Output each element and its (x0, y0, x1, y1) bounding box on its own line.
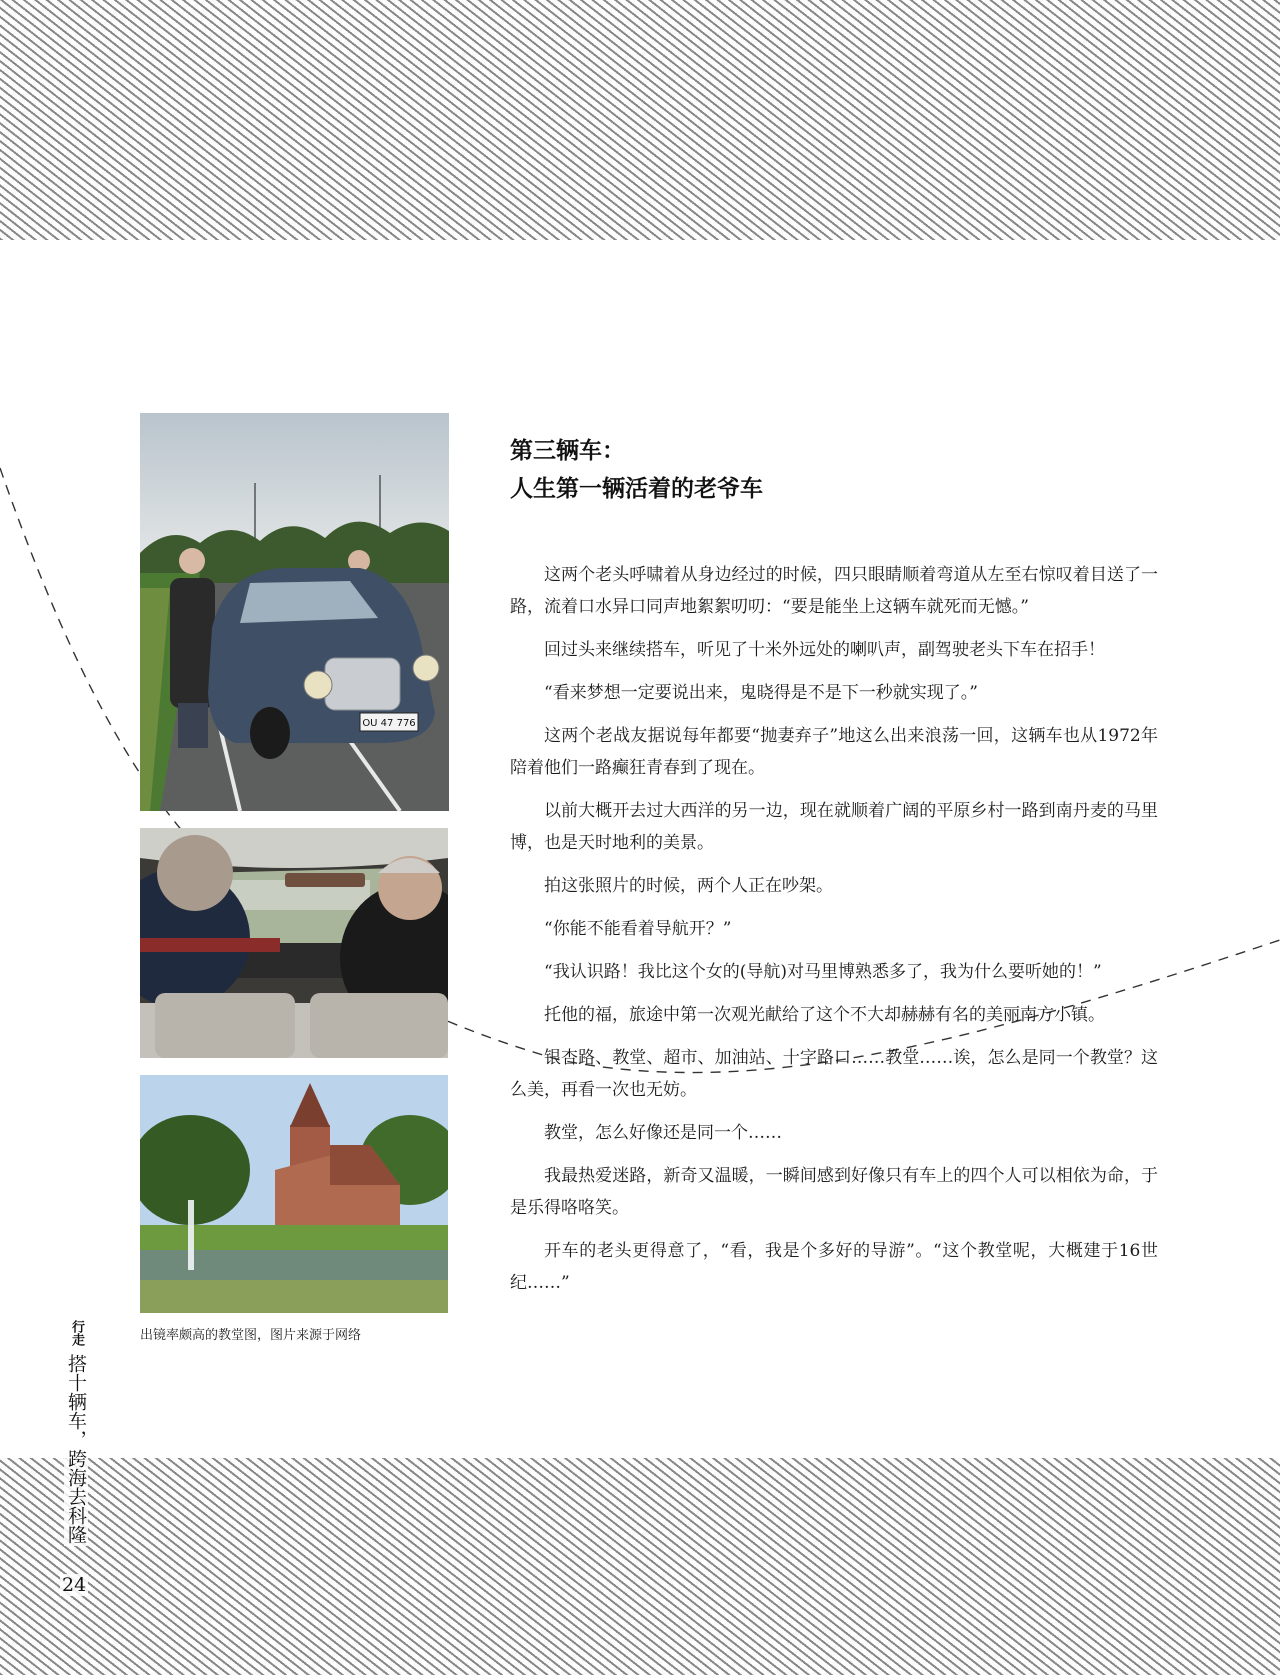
paragraph: 开车的老头更得意了，“看，我是个多好的导游”。“这个教堂呢，大概建于16世纪……” (510, 1241, 1158, 1293)
photo-caption: 出镜率颇高的教堂图，图片来源于网络 (140, 1328, 362, 1343)
paragraph: 银杏路、教堂、超市、加油站、十字路口……教堂……诶，怎么是同一个教堂？这么美，再看一次也无妨。 (510, 1048, 1158, 1100)
section-heading (510, 432, 763, 508)
paragraph: 教堂，怎么好像还是同一个…… (544, 1123, 782, 1143)
decorative-pattern-bottom (0, 1458, 1280, 1675)
paragraph: “你能不能看着导航开？” (544, 919, 732, 939)
car-license-plate: OU 47 776 (362, 718, 416, 729)
paragraph: 托他的福，旅途中第一次观光献给了这个不大却赫赫有名的美丽南方小镇。 (544, 1005, 1105, 1025)
page-number: 24 (62, 1574, 87, 1596)
photo-church (140, 1075, 448, 1313)
running-head-section: 行走 (69, 1320, 84, 1346)
running-head-title: 搭十辆车，跨海去科隆 (65, 1354, 87, 1544)
paragraph: 回过头来继续搭车，听见了十米外远处的喇叭声，副驾驶老头下车在招手！ (544, 640, 1105, 660)
paragraph: 以前大概开去过大西洋的另一边，现在就顺着广阔的平原乡村一路到南丹麦的马里博，也是天时地利的美景。 (510, 801, 1158, 853)
heading-line-1: 第三辆车： (510, 437, 625, 464)
decorative-pattern-top (0, 0, 1280, 240)
heading-line-2: 人生第一辆活着的老爷车 (510, 475, 763, 502)
running-head (56, 1318, 96, 1546)
article-body (510, 559, 1158, 1310)
paragraph: 拍这张照片的时候，两个人正在吵架。 (544, 876, 833, 896)
paragraph: “我认识路！我比这个女的(导航)对马里博熟悉多了，我为什么要听她的！” (544, 962, 1102, 982)
paragraph: 这两个老头呼啸着从身边经过的时候，四只眼睛顺着弯道从左至右惊叹着目送了一路，流着口水异口同声地絮絮叨叨：“要是能坐上这辆车就死而无憾。” (510, 565, 1158, 617)
paragraph: 这两个老战友据说每年都要“抛妻弃子”地这么出来浪荡一回，这辆车也从1972年陪着他们一路癫狂青春到了现在。 (510, 726, 1158, 778)
photo-vintage-car (140, 413, 449, 811)
paragraph: “看来梦想一定要说出来，鬼晓得是不是下一秒就实现了。” (544, 683, 978, 703)
paragraph: 我最热爱迷路，新奇又温暖，一瞬间感到好像只有车上的四个人可以相依为命，于是乐得咯咯笑。 (510, 1166, 1158, 1218)
photo-car-interior (140, 828, 448, 1058)
